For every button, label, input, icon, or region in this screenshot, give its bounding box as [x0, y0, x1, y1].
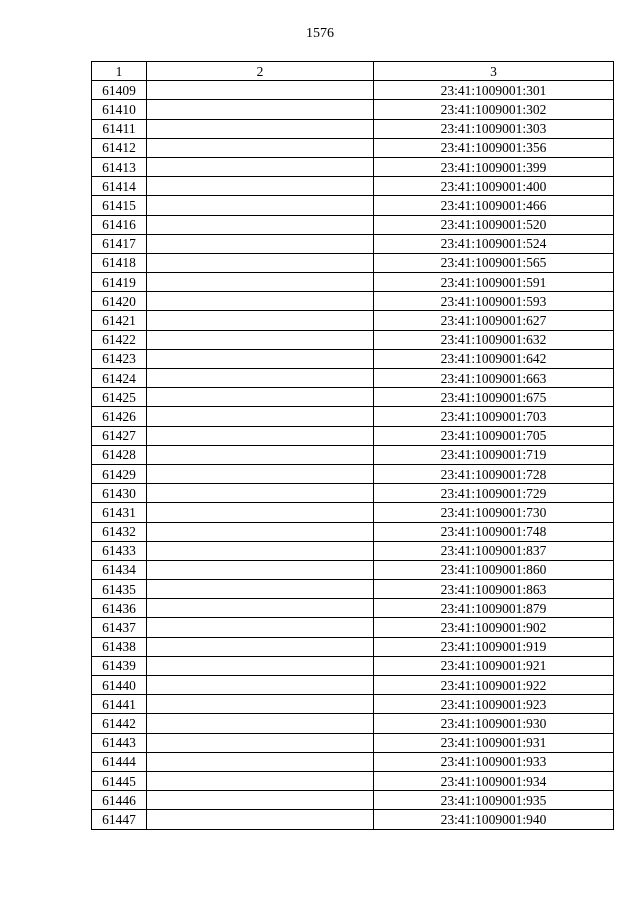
row-number-cell: 61432	[92, 522, 147, 541]
empty-cell	[147, 656, 374, 675]
table-row	[92, 580, 614, 599]
empty-cell	[147, 138, 374, 157]
empty-cell	[147, 580, 374, 599]
row-number-cell: 61419	[92, 273, 147, 292]
table-row	[92, 541, 614, 560]
row-number-cell: 61422	[92, 330, 147, 349]
table-row	[92, 234, 614, 253]
empty-cell	[147, 618, 374, 637]
empty-cell	[147, 484, 374, 503]
table-row	[92, 369, 614, 388]
table-row	[92, 771, 614, 790]
empty-cell	[147, 388, 374, 407]
row-number-cell: 61436	[92, 599, 147, 618]
table-row	[92, 138, 614, 157]
cadastral-number-cell: 23:41:1009001:675	[374, 388, 614, 407]
table-row	[92, 599, 614, 618]
row-number-cell: 61440	[92, 676, 147, 695]
table-row	[92, 215, 614, 234]
empty-cell	[147, 234, 374, 253]
cadastral-number-cell: 23:41:1009001:748	[374, 522, 614, 541]
cadastral-number-cell: 23:41:1009001:399	[374, 157, 614, 176]
cadastral-number-cell: 23:41:1009001:642	[374, 349, 614, 368]
cadastral-number-cell: 23:41:1009001:934	[374, 771, 614, 790]
row-number-cell: 61437	[92, 618, 147, 637]
cadastral-number-cell: 23:41:1009001:860	[374, 560, 614, 579]
table-row	[92, 503, 614, 522]
empty-cell	[147, 253, 374, 272]
table-row	[92, 484, 614, 503]
row-number-cell: 61444	[92, 752, 147, 771]
table-row	[92, 522, 614, 541]
cadastral-number-cell: 23:41:1009001:922	[374, 676, 614, 695]
cadastral-number-cell: 23:41:1009001:931	[374, 733, 614, 752]
row-number-cell: 61430	[92, 484, 147, 503]
empty-cell	[147, 560, 374, 579]
cadastral-number-cell: 23:41:1009001:719	[374, 445, 614, 464]
cadastral-number-cell: 23:41:1009001:728	[374, 464, 614, 483]
cadastral-number-cell: 23:41:1009001:591	[374, 273, 614, 292]
row-number-cell: 61446	[92, 791, 147, 810]
table-row	[92, 733, 614, 752]
table-row	[92, 273, 614, 292]
row-number-cell: 61431	[92, 503, 147, 522]
empty-cell	[147, 445, 374, 464]
table-row	[92, 752, 614, 771]
cadastral-number-cell: 23:41:1009001:301	[374, 81, 614, 100]
table-row	[92, 349, 614, 368]
row-number-cell: 61417	[92, 234, 147, 253]
table-row	[92, 196, 614, 215]
table-row	[92, 100, 614, 119]
row-number-cell: 61412	[92, 138, 147, 157]
empty-cell	[147, 771, 374, 790]
table-row	[92, 407, 614, 426]
empty-cell	[147, 695, 374, 714]
table-row	[92, 292, 614, 311]
table-row	[92, 637, 614, 656]
cadastral-number-cell: 23:41:1009001:466	[374, 196, 614, 215]
empty-cell	[147, 791, 374, 810]
empty-cell	[147, 330, 374, 349]
empty-cell	[147, 100, 374, 119]
row-number-cell: 61441	[92, 695, 147, 714]
empty-cell	[147, 676, 374, 695]
column-header-1: 1	[92, 62, 147, 81]
cadastral-number-cell: 23:41:1009001:940	[374, 810, 614, 829]
row-number-cell: 61439	[92, 656, 147, 675]
column-header-2: 2	[147, 62, 374, 81]
empty-cell	[147, 311, 374, 330]
cadastral-number-cell: 23:41:1009001:627	[374, 311, 614, 330]
row-number-cell: 61447	[92, 810, 147, 829]
register-table	[91, 61, 614, 830]
empty-cell	[147, 157, 374, 176]
cadastral-number-cell: 23:41:1009001:923	[374, 695, 614, 714]
cadastral-number-cell: 23:41:1009001:902	[374, 618, 614, 637]
row-number-cell: 61442	[92, 714, 147, 733]
cadastral-number-cell: 23:41:1009001:879	[374, 599, 614, 618]
table-header-row	[92, 62, 614, 81]
empty-cell	[147, 407, 374, 426]
table-row	[92, 791, 614, 810]
table-row	[92, 464, 614, 483]
empty-cell	[147, 464, 374, 483]
cadastral-number-cell: 23:41:1009001:565	[374, 253, 614, 272]
cadastral-number-cell: 23:41:1009001:863	[374, 580, 614, 599]
row-number-cell: 61410	[92, 100, 147, 119]
cadastral-number-cell: 23:41:1009001:356	[374, 138, 614, 157]
empty-cell	[147, 81, 374, 100]
row-number-cell: 61426	[92, 407, 147, 426]
cadastral-number-cell: 23:41:1009001:524	[374, 234, 614, 253]
table-row	[92, 618, 614, 637]
row-number-cell: 61429	[92, 464, 147, 483]
empty-cell	[147, 349, 374, 368]
empty-cell	[147, 177, 374, 196]
empty-cell	[147, 810, 374, 829]
empty-cell	[147, 119, 374, 138]
table-row	[92, 177, 614, 196]
cadastral-number-cell: 23:41:1009001:663	[374, 369, 614, 388]
row-number-cell: 61425	[92, 388, 147, 407]
empty-cell	[147, 196, 374, 215]
row-number-cell: 61416	[92, 215, 147, 234]
column-header-3: 3	[374, 62, 614, 81]
page-number: 1576	[306, 26, 334, 41]
table-row	[92, 157, 614, 176]
row-number-cell: 61415	[92, 196, 147, 215]
row-number-cell: 61409	[92, 81, 147, 100]
row-number-cell: 61420	[92, 292, 147, 311]
table-row	[92, 311, 614, 330]
table-row	[92, 426, 614, 445]
table-row	[92, 119, 614, 138]
cadastral-number-cell: 23:41:1009001:935	[374, 791, 614, 810]
table-row	[92, 714, 614, 733]
row-number-cell: 61423	[92, 349, 147, 368]
row-number-cell: 61421	[92, 311, 147, 330]
cadastral-number-cell: 23:41:1009001:593	[374, 292, 614, 311]
table-row	[92, 676, 614, 695]
empty-cell	[147, 273, 374, 292]
empty-cell	[147, 637, 374, 656]
empty-cell	[147, 733, 374, 752]
cadastral-number-cell: 23:41:1009001:919	[374, 637, 614, 656]
row-number-cell: 61427	[92, 426, 147, 445]
row-number-cell: 61443	[92, 733, 147, 752]
cadastral-number-cell: 23:41:1009001:921	[374, 656, 614, 675]
row-number-cell: 61434	[92, 560, 147, 579]
table-row	[92, 810, 614, 829]
cadastral-number-cell: 23:41:1009001:705	[374, 426, 614, 445]
row-number-cell: 61411	[92, 119, 147, 138]
empty-cell	[147, 599, 374, 618]
row-number-cell: 61413	[92, 157, 147, 176]
cadastral-number-cell: 23:41:1009001:303	[374, 119, 614, 138]
cadastral-number-cell: 23:41:1009001:400	[374, 177, 614, 196]
empty-cell	[147, 503, 374, 522]
empty-cell	[147, 426, 374, 445]
table-row	[92, 445, 614, 464]
table-row	[92, 695, 614, 714]
table-row	[92, 81, 614, 100]
row-number-cell: 61418	[92, 253, 147, 272]
row-number-cell: 61424	[92, 369, 147, 388]
empty-cell	[147, 292, 374, 311]
row-number-cell: 61428	[92, 445, 147, 464]
table-row	[92, 560, 614, 579]
row-number-cell: 61445	[92, 771, 147, 790]
row-number-cell: 61435	[92, 580, 147, 599]
table-row	[92, 656, 614, 675]
cadastral-number-cell: 23:41:1009001:520	[374, 215, 614, 234]
empty-cell	[147, 369, 374, 388]
cadastral-number-cell: 23:41:1009001:930	[374, 714, 614, 733]
table-body	[92, 81, 614, 829]
empty-cell	[147, 752, 374, 771]
table-row	[92, 388, 614, 407]
row-number-cell: 61414	[92, 177, 147, 196]
cadastral-number-cell: 23:41:1009001:933	[374, 752, 614, 771]
cadastral-number-cell: 23:41:1009001:703	[374, 407, 614, 426]
empty-cell	[147, 522, 374, 541]
table-row	[92, 253, 614, 272]
empty-cell	[147, 714, 374, 733]
cadastral-number-cell: 23:41:1009001:729	[374, 484, 614, 503]
table-row	[92, 330, 614, 349]
cadastral-number-cell: 23:41:1009001:302	[374, 100, 614, 119]
cadastral-number-cell: 23:41:1009001:730	[374, 503, 614, 522]
cadastral-number-cell: 23:41:1009001:837	[374, 541, 614, 560]
row-number-cell: 61438	[92, 637, 147, 656]
cadastral-number-cell: 23:41:1009001:632	[374, 330, 614, 349]
empty-cell	[147, 541, 374, 560]
empty-cell	[147, 215, 374, 234]
row-number-cell: 61433	[92, 541, 147, 560]
